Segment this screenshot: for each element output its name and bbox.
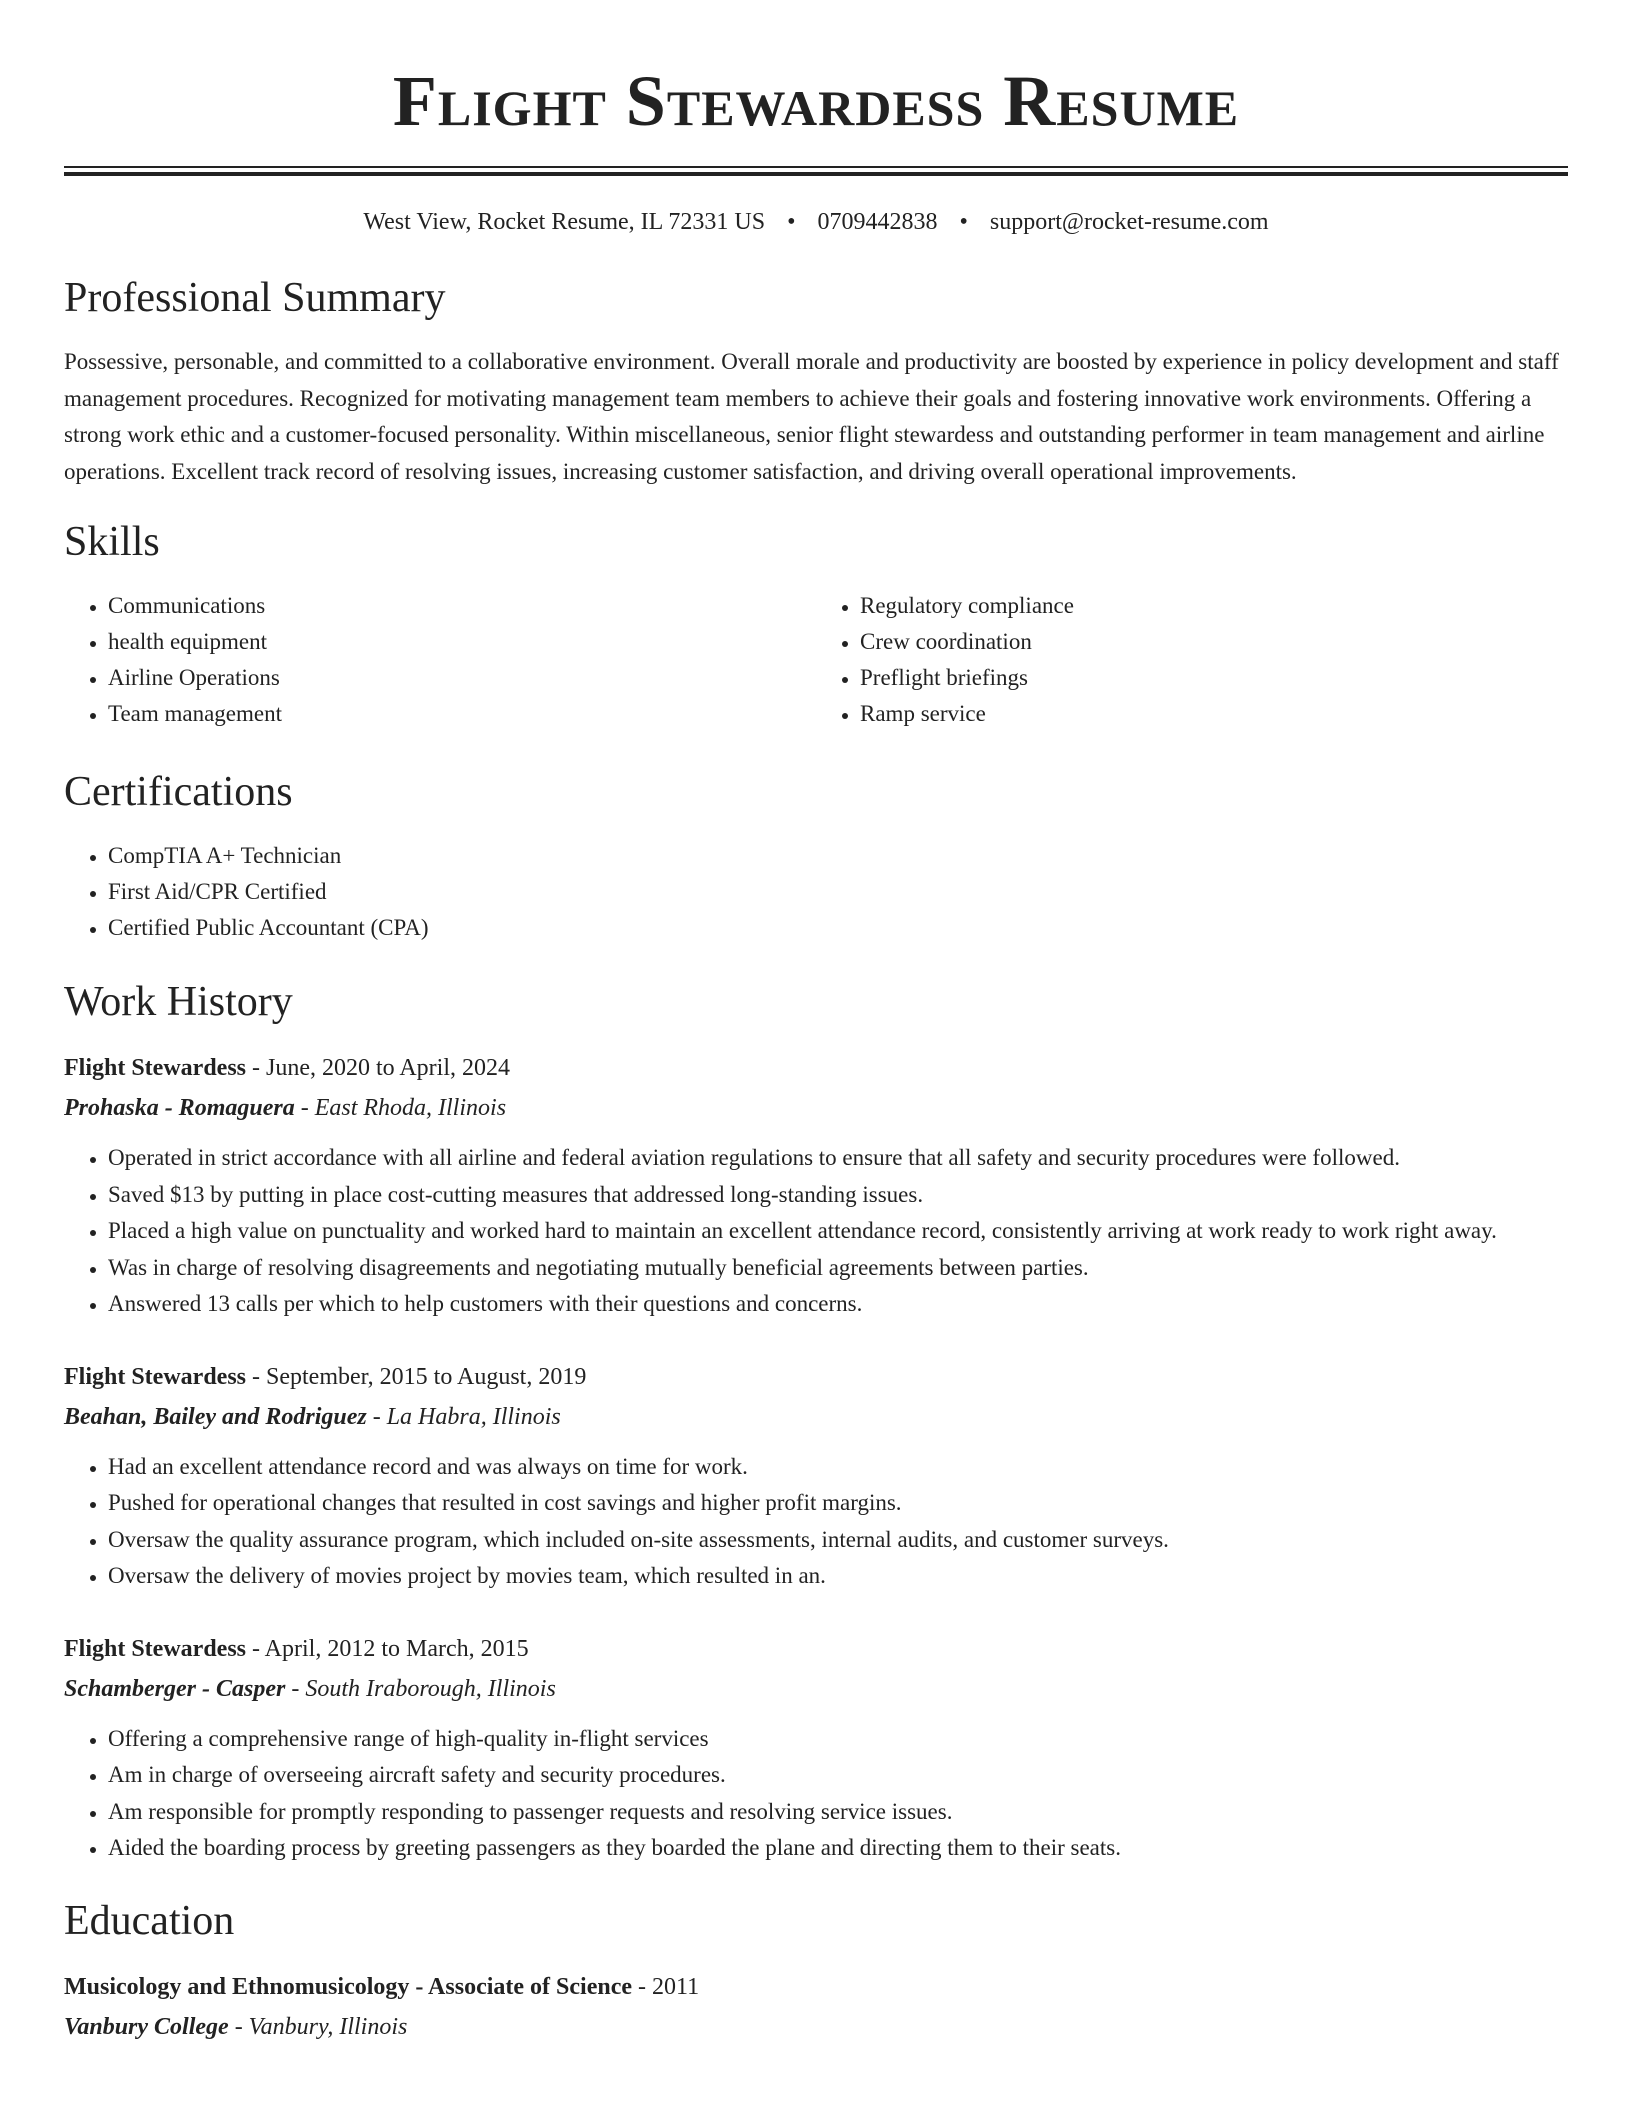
contact-separator: • xyxy=(787,209,796,235)
degree-year: - 2011 xyxy=(632,1973,700,2000)
company-location: - South Iraborough, Illinois xyxy=(285,1675,556,1702)
job-duties xyxy=(64,1140,1568,1323)
job-title-line xyxy=(64,1357,1568,1397)
contact-line xyxy=(64,206,1568,238)
job-duties xyxy=(64,1449,1568,1595)
company-name: Schamberger - Casper xyxy=(64,1675,286,1702)
company-line xyxy=(64,1669,1568,1709)
job-entry xyxy=(64,1357,1568,1595)
company-line xyxy=(64,1088,1568,1128)
job-title-line xyxy=(64,1629,1568,1669)
duty-item: • Oversaw the delivery of movies project by movies team, which resulted in an. xyxy=(108,1558,1568,1595)
job-title-line xyxy=(64,1048,1568,1088)
school-location: - Vanbury, Illinois xyxy=(228,2013,408,2040)
skill-item: • Crew coordination xyxy=(860,624,1568,660)
skills-list-right xyxy=(816,588,1568,732)
skill-item: • Regulatory compliance xyxy=(860,588,1568,624)
skills-column-left xyxy=(64,588,816,732)
degree-name: Musicology and Ethnomusicology - Associate of Science xyxy=(64,1973,632,2000)
duty-item: • Pushed for operational changes that resulted in cost savings and higher profit margins. xyxy=(108,1485,1568,1522)
job-duties xyxy=(64,1721,1568,1867)
skill-item: • Team management xyxy=(108,696,816,732)
skill-item: • Airline Operations xyxy=(108,660,816,696)
summary-heading: Professional Summary xyxy=(64,275,446,321)
company-location: - La Habra, Illinois xyxy=(366,1403,561,1430)
company-name: Prohaska - Romaguera xyxy=(64,1095,295,1121)
duty-item: • Was in charge of resolving disagreements and negotiating mutually beneficial agreements between parties. xyxy=(108,1250,1568,1287)
job-dates: - September, 2015 to August, 2019 xyxy=(246,1363,587,1390)
skill-item: • health equipment xyxy=(108,624,816,660)
skills-grid xyxy=(64,588,1568,732)
duty-item: • Saved $13 by putting in place cost-cutting measures that addressed long-standing issues. xyxy=(108,1177,1568,1214)
duty-item: • Aided the boarding process by greeting passengers as they boarded the plane and directing them to their seats. xyxy=(108,1830,1568,1867)
certification-item: • CompTIA A+ Technician xyxy=(108,838,1568,874)
duty-item: • Operated in strict accordance with all airline and federal aviation regulations to ensure that all safety and security procedures were followed. xyxy=(108,1140,1568,1177)
page-title: Flight Stewardess Resume xyxy=(392,61,1240,141)
duty-item: • Had an excellent attendance record and was always on time for work. xyxy=(108,1449,1568,1486)
duty-item: • Oversaw the quality assurance program, which included on-site assessments, internal audits, and customer surveys. xyxy=(108,1522,1568,1559)
skills-heading: Skills xyxy=(64,519,160,565)
skill-item: • Communications xyxy=(108,588,816,624)
school-name: Vanbury College xyxy=(64,2013,229,2040)
certification-item: • Certified Public Accountant (CPA) xyxy=(108,910,1568,946)
job-dates: - June, 2020 to April, 2024 xyxy=(246,1055,510,1081)
skills-column-right xyxy=(816,588,1568,732)
duty-item: • Am responsible for promptly responding to passenger requests and resolving service issues. xyxy=(108,1794,1568,1831)
contact-phone: 0709442838 xyxy=(817,209,938,235)
duty-item: • Answered 13 calls per which to help customers with their questions and concerns. xyxy=(108,1286,1568,1323)
company-line xyxy=(64,1397,1568,1437)
contact-email: support@rocket-resume.com xyxy=(989,209,1269,235)
skill-item: • Ramp service xyxy=(860,696,1568,732)
contact-address: West View, Rocket Resume, IL 72331 US xyxy=(363,209,766,235)
title-divider xyxy=(64,166,1568,176)
company-name: Beahan, Bailey and Rodriguez xyxy=(64,1403,367,1430)
certifications-list xyxy=(64,838,1568,946)
summary-text: Possessive, personable, and committed to a collaborative environment. Overall morale and productivity are boosted by experience in policy development and staff management procedures. Recognized for motivating management team members to achieve their goals and fostering innovative work environments. Offering a strong work ethic and a customer-focused personality. Within miscellaneous, senior flight stewardess and outstanding performer in team management and airline operations. Excellent track record of resolving issues, increasing customer satisfaction, and driving overall operational improvements. xyxy=(64,349,1559,484)
skills-list-left xyxy=(64,588,816,732)
job-title: Flight Stewardess xyxy=(64,1363,246,1390)
duty-item: • Am in charge of overseeing aircraft safety and security procedures. xyxy=(108,1757,1568,1794)
job-title: Flight Stewardess xyxy=(64,1635,246,1662)
company-location: - East Rhoda, Illinois xyxy=(294,1095,507,1121)
job-title: Flight Stewardess xyxy=(64,1055,246,1081)
duty-item: • Offering a comprehensive range of high-quality in-flight services xyxy=(108,1721,1568,1758)
job-dates: - April, 2012 to March, 2015 xyxy=(246,1635,529,1662)
job-entry xyxy=(64,1048,1568,1323)
degree-line xyxy=(64,1967,1568,2007)
education-heading: Education xyxy=(64,1897,235,1944)
skill-item: • Preflight briefings xyxy=(860,660,1568,696)
contact-separator: • xyxy=(959,209,968,235)
job-entry xyxy=(64,1629,1568,1867)
certification-item: • First Aid/CPR Certified xyxy=(108,874,1568,910)
duty-item: • Placed a high value on punctuality and worked hard to maintain an excellent attendance record, consistently arriving at work ready to work right away. xyxy=(108,1213,1568,1250)
education-entry xyxy=(64,1967,1568,2047)
school-line xyxy=(64,2007,1568,2047)
certifications-heading: Certifications xyxy=(64,769,293,815)
work-history-heading: Work History xyxy=(64,979,293,1025)
